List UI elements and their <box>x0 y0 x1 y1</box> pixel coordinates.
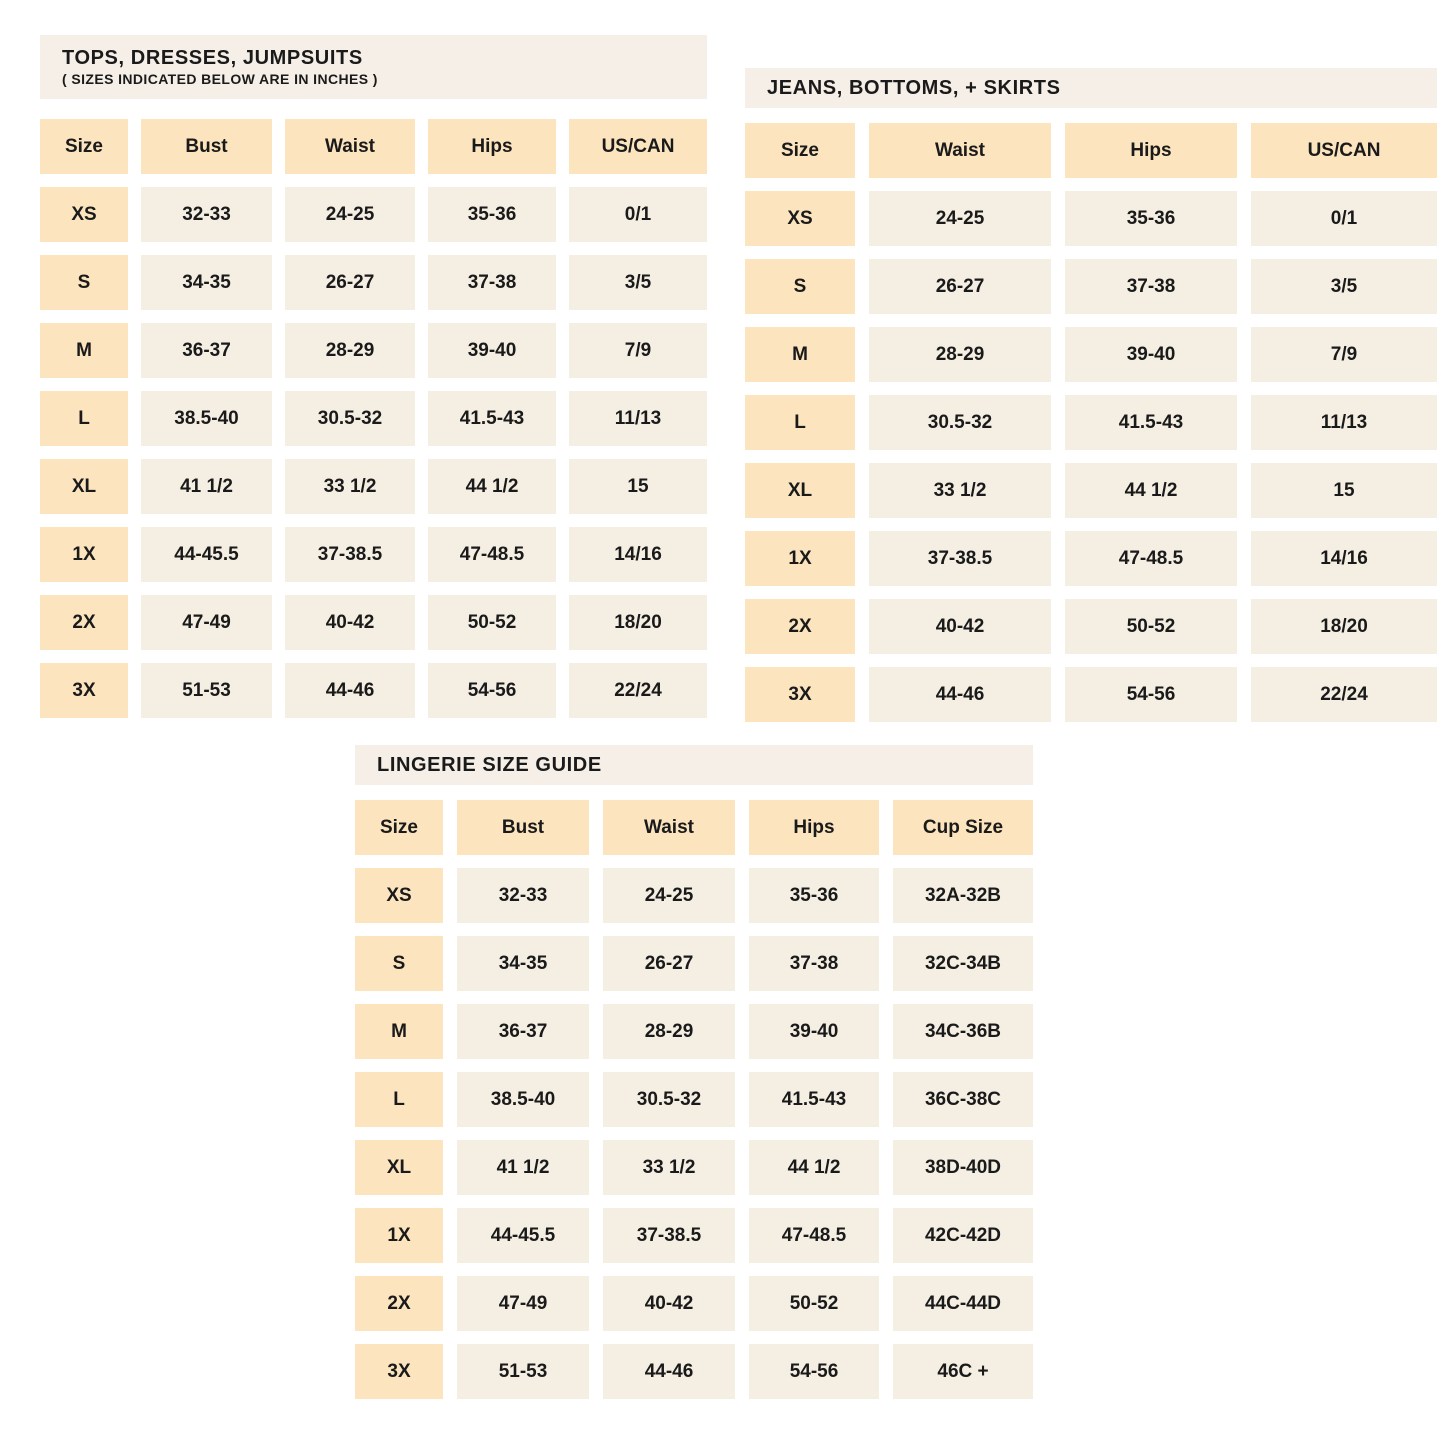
measurement-cell: 46C + <box>893 1344 1033 1399</box>
measurement-cell: 28-29 <box>869 327 1051 382</box>
measurement-cell: 26-27 <box>285 255 415 310</box>
table-title-bar <box>40 35 707 99</box>
measurement-cell: 24-25 <box>603 868 735 923</box>
measurement-cell: 47-48.5 <box>1065 531 1237 586</box>
measurement-cell: 54-56 <box>749 1344 879 1399</box>
column-header-waist: Waist <box>603 800 735 855</box>
measurement-cell: 33 1/2 <box>603 1140 735 1195</box>
size-label-cell: L <box>355 1072 443 1127</box>
measurement-cell: 33 1/2 <box>285 459 415 514</box>
size-label-cell: XL <box>745 463 855 518</box>
measurement-cell: 30.5-32 <box>285 391 415 446</box>
measurement-cell: 0/1 <box>569 187 707 242</box>
measurement-cell: 35-36 <box>749 868 879 923</box>
measurement-cell: 0/1 <box>1251 191 1437 246</box>
measurement-cell: 44 1/2 <box>749 1140 879 1195</box>
measurement-cell: 36-37 <box>457 1004 589 1059</box>
size-grid <box>355 800 1033 1399</box>
size-label-cell: 1X <box>40 527 128 582</box>
size-table-jeans-bottoms-skirts <box>745 68 1437 722</box>
size-table-lingerie <box>355 745 1033 1399</box>
size-label-cell: L <box>40 391 128 446</box>
size-label-cell: 3X <box>355 1344 443 1399</box>
measurement-cell: 44-46 <box>285 663 415 718</box>
measurement-cell: 37-38 <box>428 255 556 310</box>
size-label-cell: 1X <box>355 1208 443 1263</box>
measurement-cell: 18/20 <box>569 595 707 650</box>
measurement-cell: 40-42 <box>603 1276 735 1331</box>
column-header-size: Size <box>40 119 128 174</box>
size-label-cell: L <box>745 395 855 450</box>
measurement-cell: 36-37 <box>141 323 272 378</box>
column-header-size: Size <box>745 123 855 178</box>
measurement-cell: 41.5-43 <box>428 391 556 446</box>
measurement-cell: 44-45.5 <box>141 527 272 582</box>
measurement-cell: 18/20 <box>1251 599 1437 654</box>
size-label-cell: 2X <box>745 599 855 654</box>
measurement-cell: 34-35 <box>141 255 272 310</box>
measurement-cell: 37-38 <box>749 936 879 991</box>
measurement-cell: 44C-44D <box>893 1276 1033 1331</box>
measurement-cell: 47-49 <box>457 1276 589 1331</box>
measurement-cell: 47-48.5 <box>428 527 556 582</box>
measurement-cell: 40-42 <box>285 595 415 650</box>
size-label-cell: M <box>355 1004 443 1059</box>
measurement-cell: 41.5-43 <box>749 1072 879 1127</box>
measurement-cell: 44-45.5 <box>457 1208 589 1263</box>
size-label-cell: XL <box>40 459 128 514</box>
measurement-cell: 40-42 <box>869 599 1051 654</box>
column-header-bust: Bust <box>457 800 589 855</box>
measurement-cell: 51-53 <box>141 663 272 718</box>
column-header-hips: Hips <box>1065 123 1237 178</box>
size-label-cell: XS <box>355 868 443 923</box>
measurement-cell: 47-48.5 <box>749 1208 879 1263</box>
measurement-cell: 47-49 <box>141 595 272 650</box>
column-header-bust: Bust <box>141 119 272 174</box>
measurement-cell: 28-29 <box>285 323 415 378</box>
size-grid <box>745 123 1437 722</box>
measurement-cell: 24-25 <box>869 191 1051 246</box>
measurement-cell: 37-38.5 <box>285 527 415 582</box>
measurement-cell: 15 <box>1251 463 1437 518</box>
measurement-cell: 50-52 <box>749 1276 879 1331</box>
measurement-cell: 14/16 <box>569 527 707 582</box>
column-header-waist: Waist <box>285 119 415 174</box>
size-grid <box>40 119 707 718</box>
measurement-cell: 50-52 <box>428 595 556 650</box>
measurement-cell: 44 1/2 <box>1065 463 1237 518</box>
table-subtitle: ( SIZES INDICATED BELOW ARE IN INCHES ) <box>62 70 378 87</box>
measurement-cell: 32C-34B <box>893 936 1033 991</box>
size-label-cell: 3X <box>40 663 128 718</box>
size-label-cell: M <box>40 323 128 378</box>
measurement-cell: 34-35 <box>457 936 589 991</box>
measurement-cell: 22/24 <box>569 663 707 718</box>
measurement-cell: 30.5-32 <box>869 395 1051 450</box>
table-title: TOPS, DRESSES, JUMPSUITS <box>62 46 363 69</box>
measurement-cell: 41 1/2 <box>457 1140 589 1195</box>
size-label-cell: S <box>40 255 128 310</box>
measurement-cell: 37-38 <box>1065 259 1237 314</box>
measurement-cell: 32-33 <box>457 868 589 923</box>
measurement-cell: 26-27 <box>603 936 735 991</box>
size-label-cell: 3X <box>745 667 855 722</box>
measurement-cell: 35-36 <box>1065 191 1237 246</box>
measurement-cell: 37-38.5 <box>869 531 1051 586</box>
size-label-cell: S <box>745 259 855 314</box>
column-header-cup-size: Cup Size <box>893 800 1033 855</box>
measurement-cell: 7/9 <box>569 323 707 378</box>
measurement-cell: 41 1/2 <box>141 459 272 514</box>
size-label-cell: XL <box>355 1140 443 1195</box>
measurement-cell: 32A-32B <box>893 868 1033 923</box>
size-label-cell: 2X <box>355 1276 443 1331</box>
measurement-cell: 30.5-32 <box>603 1072 735 1127</box>
measurement-cell: 15 <box>569 459 707 514</box>
measurement-cell: 44-46 <box>869 667 1051 722</box>
measurement-cell: 51-53 <box>457 1344 589 1399</box>
table-title-bar <box>355 745 1033 785</box>
column-header-us-can: US/CAN <box>1251 123 1437 178</box>
column-header-waist: Waist <box>869 123 1051 178</box>
measurement-cell: 24-25 <box>285 187 415 242</box>
measurement-cell: 50-52 <box>1065 599 1237 654</box>
measurement-cell: 34C-36B <box>893 1004 1033 1059</box>
measurement-cell: 26-27 <box>869 259 1051 314</box>
measurement-cell: 44 1/2 <box>428 459 556 514</box>
measurement-cell: 38.5-40 <box>457 1072 589 1127</box>
table-title: JEANS, BOTTOMS, + SKIRTS <box>767 77 1061 99</box>
measurement-cell: 14/16 <box>1251 531 1437 586</box>
table-title: LINGERIE SIZE GUIDE <box>377 754 602 776</box>
measurement-cell: 35-36 <box>428 187 556 242</box>
measurement-cell: 39-40 <box>749 1004 879 1059</box>
measurement-cell: 11/13 <box>569 391 707 446</box>
measurement-cell: 38D-40D <box>893 1140 1033 1195</box>
size-label-cell: 2X <box>40 595 128 650</box>
size-label-cell: S <box>355 936 443 991</box>
measurement-cell: 3/5 <box>1251 259 1437 314</box>
measurement-cell: 41.5-43 <box>1065 395 1237 450</box>
size-label-cell: XS <box>40 187 128 242</box>
size-label-cell: 1X <box>745 531 855 586</box>
measurement-cell: 11/13 <box>1251 395 1437 450</box>
size-table-tops-dresses-jumpsuits <box>40 35 707 718</box>
measurement-cell: 3/5 <box>569 255 707 310</box>
column-header-us-can: US/CAN <box>569 119 707 174</box>
measurement-cell: 33 1/2 <box>869 463 1051 518</box>
measurement-cell: 7/9 <box>1251 327 1437 382</box>
measurement-cell: 32-33 <box>141 187 272 242</box>
measurement-cell: 39-40 <box>428 323 556 378</box>
measurement-cell: 54-56 <box>428 663 556 718</box>
size-label-cell: M <box>745 327 855 382</box>
measurement-cell: 44-46 <box>603 1344 735 1399</box>
measurement-cell: 54-56 <box>1065 667 1237 722</box>
measurement-cell: 38.5-40 <box>141 391 272 446</box>
table-title-bar <box>745 68 1437 108</box>
measurement-cell: 22/24 <box>1251 667 1437 722</box>
size-label-cell: XS <box>745 191 855 246</box>
measurement-cell: 37-38.5 <box>603 1208 735 1263</box>
column-header-hips: Hips <box>749 800 879 855</box>
measurement-cell: 39-40 <box>1065 327 1237 382</box>
measurement-cell: 28-29 <box>603 1004 735 1059</box>
measurement-cell: 36C-38C <box>893 1072 1033 1127</box>
column-header-hips: Hips <box>428 119 556 174</box>
column-header-size: Size <box>355 800 443 855</box>
measurement-cell: 42C-42D <box>893 1208 1033 1263</box>
